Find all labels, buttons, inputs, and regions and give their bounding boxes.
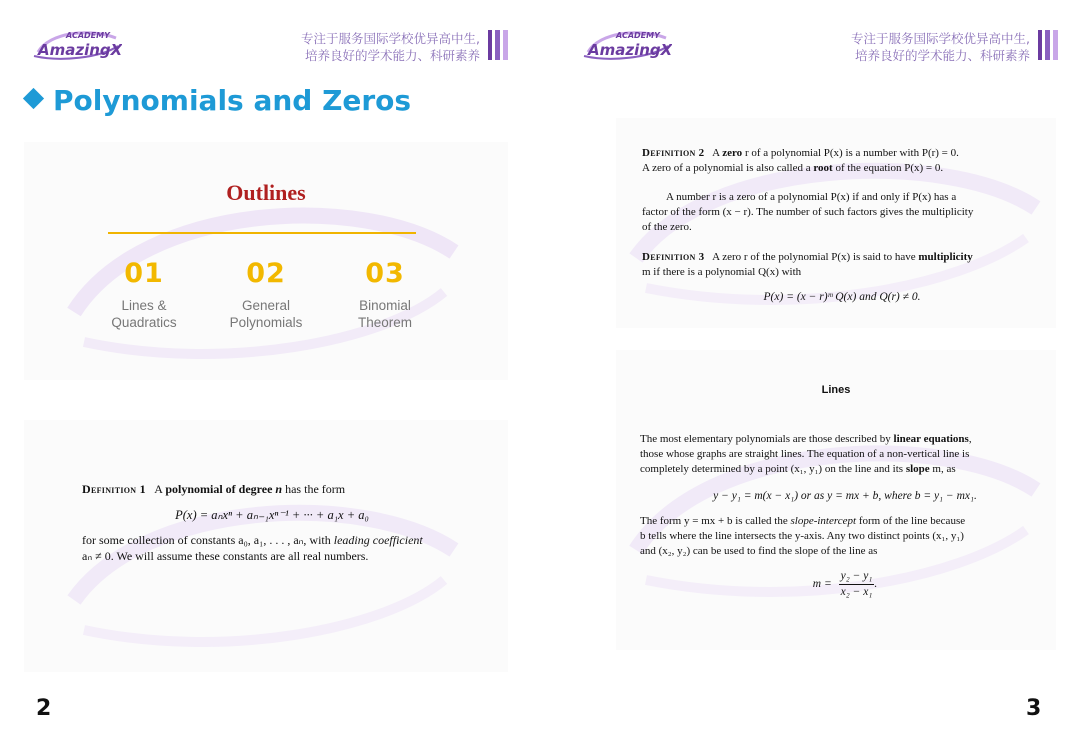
outline-item-number: 01 xyxy=(124,258,164,289)
definition-3 xyxy=(642,250,1042,305)
outlines-panel xyxy=(24,142,508,380)
para-line: b tells where the line intersects the y-axis. Any two distinct points (x₁, y₁) xyxy=(640,530,964,542)
para-text: The form y = mx + b is called the xyxy=(640,515,788,527)
slogan-line-1: 专注于服务国际学校优异高中生, xyxy=(851,31,1030,46)
def-text: of the equation P(x) = 0. xyxy=(835,162,944,174)
def-text: A xyxy=(712,147,720,159)
def-bold-text: zero xyxy=(722,147,743,159)
formula-end: . xyxy=(874,578,878,590)
para-line: A number r is a zero of a polynomial P(x) if and only if P(x) has a xyxy=(666,191,957,203)
diamond-bullet-icon xyxy=(23,88,44,109)
outline-item-label: Binomial xyxy=(359,298,411,313)
logo-name-text: AmazingX xyxy=(38,41,122,59)
para-bold-text: slope xyxy=(905,463,930,475)
formula-denominator: x₂ − x₁ xyxy=(840,586,873,598)
lines-heading: Lines xyxy=(821,384,851,396)
outlines-title: Outlines xyxy=(226,180,306,205)
para-line: those whose graphs are straight lines. The equation of a non-vertical line is xyxy=(640,448,970,460)
slope-formula xyxy=(640,569,1050,600)
page-number: 3 xyxy=(1026,696,1042,721)
outline-item-label: Quadratics xyxy=(111,315,177,330)
outline-item-label: General xyxy=(241,298,291,313)
def-text: r of a polynomial P(x) is a number with P(r) = 0. xyxy=(744,147,959,159)
def-bold-text: polynomial of degree xyxy=(165,482,273,496)
amazingx-logo xyxy=(30,22,122,68)
slogan xyxy=(851,30,1030,64)
logo-academy-text: ACADEMY xyxy=(66,31,110,40)
definition-1-head: Definition 1 xyxy=(82,482,146,496)
outline-item-number: 03 xyxy=(365,258,405,289)
def-bold-text: multiplicity xyxy=(918,251,973,263)
def-text: A zero r of the polynomial P(x) is said to have xyxy=(712,251,916,263)
logo-academy-text: ACADEMY xyxy=(616,31,660,40)
polynomial-formula: P(x) = aₙxⁿ + aₙ₋₁xⁿ⁻¹ + ··· + a₁x + a₀ xyxy=(175,507,369,522)
multiplicity-paragraph xyxy=(642,190,1042,235)
para-text: The most elementary polynomials are those described by xyxy=(640,433,891,445)
definition-2 xyxy=(642,146,1042,176)
gold-divider xyxy=(108,232,416,234)
para-italic-text: slope-intercept xyxy=(790,515,857,527)
page-title-text: Polynomials and Zeros xyxy=(53,84,412,117)
def-text: has the form xyxy=(285,482,346,496)
multiplicity-formula: P(x) = (x − r)ᵐ Q(x) and Q(r) ≠ 0. xyxy=(763,291,921,303)
point-slope-formula: y − y₁ = m(x − x₁) or as y = mx + b, where b = y₁ − mx₁. xyxy=(713,490,977,502)
para-line: and (x₂, y₂) can be used to find the slope of the line as xyxy=(640,545,878,557)
para-line: factor of the form (x − r). The number of such factors gives the multiplicity xyxy=(642,206,974,218)
outline-item-label: Lines & xyxy=(121,298,167,313)
slogan-line-2: 培养良好的学术能力、科研素养 xyxy=(304,48,480,63)
outline-item-3 xyxy=(335,258,435,331)
def-italic-text: leading coefficient xyxy=(333,533,423,547)
lines-panel xyxy=(616,350,1056,650)
right-page xyxy=(550,0,1080,751)
brand-bars xyxy=(1038,30,1060,60)
para-bold-text: linear equations xyxy=(893,433,969,445)
slogan xyxy=(301,30,480,64)
outline-item-number: 02 xyxy=(246,258,286,289)
def-text: A zero of a polynomial is also called a xyxy=(642,162,811,174)
brand-bars xyxy=(488,30,510,60)
def-text: A xyxy=(154,482,163,496)
linear-paragraph xyxy=(640,432,1050,600)
definition-3-head: Definition 3 xyxy=(642,251,705,263)
para-text: completely determined by a point (x₁, y₁) on the line and its xyxy=(640,463,904,475)
def-var: n xyxy=(275,482,283,496)
para-text: form of the line because xyxy=(858,515,966,527)
def-text: aₙ ≠ 0. We will assume these constants are all real numbers. xyxy=(82,548,369,563)
para-line: of the zero. xyxy=(642,221,692,233)
outline-item-label: Polynomials xyxy=(229,315,303,330)
logo-name-text: AmazingX xyxy=(588,41,672,59)
slogan-line-1: 专注于服务国际学校优异高中生, xyxy=(301,31,480,46)
page-title xyxy=(26,84,411,117)
para-text: m, as xyxy=(932,463,956,475)
def-text: m if there is a polynomial Q(x) with xyxy=(642,266,802,278)
definition-2-head: Definition 2 xyxy=(642,147,705,159)
page-number: 2 xyxy=(36,696,52,721)
para-text: , xyxy=(968,433,972,445)
outline-item-label: Theorem xyxy=(357,315,413,330)
definition-1-panel xyxy=(24,420,508,672)
formula-lhs: m = xyxy=(812,578,832,590)
def-bold-text: root xyxy=(813,162,833,174)
formula-numerator: y₂ − y₁ xyxy=(839,569,875,585)
definitions-panel xyxy=(616,118,1056,328)
outline-item-2 xyxy=(216,258,316,331)
amazingx-logo xyxy=(580,22,672,68)
def-text: for some collection of constants a₀, a₁, . . . , aₙ, with xyxy=(82,533,331,547)
definition-1 xyxy=(82,482,462,564)
slogan-line-2: 培养良好的学术能力、科研素养 xyxy=(854,48,1030,63)
outline-item-1 xyxy=(94,258,194,331)
